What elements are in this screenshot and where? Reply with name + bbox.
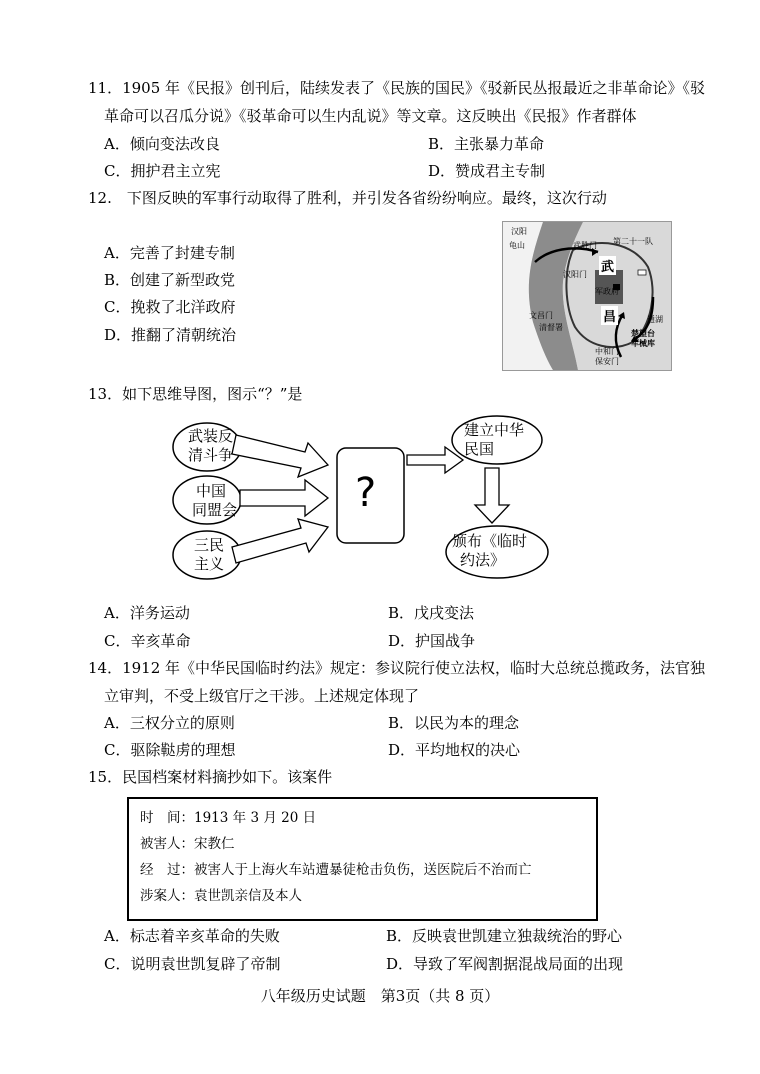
- q11-option-c: C．拥护君主立宪: [104, 162, 221, 180]
- node-three-principles-line2: 主义: [194, 555, 225, 573]
- wuchang-uprising-map: [502, 221, 672, 371]
- q12-option-d: D．推翻了清朝统治: [104, 326, 237, 344]
- record-time: 时 间：1913 年 3 月 20 日: [140, 810, 317, 826]
- record-victim: 被害人：宋教仁: [140, 836, 235, 852]
- node-roc-line2: 民国: [464, 440, 495, 458]
- map-label-wushengmen: 武胜门: [573, 241, 597, 250]
- map-label-hanyang: 汉阳: [511, 227, 527, 236]
- q11-stem-line2: 革命可以召瓜分说》《驳革命可以生内乱说》等文章。这反映出《民报》作者群体: [104, 107, 637, 125]
- q12-option-c: C．挽救了北洋政府: [104, 298, 236, 316]
- q14-option-c: C．驱除鞑虏的理想: [104, 741, 236, 759]
- q15-option-a: A．标志着辛亥革命的失败: [104, 927, 280, 945]
- map-label-baoanmen: 保安门: [595, 357, 619, 366]
- map-label-junxieku: 军械库: [631, 339, 655, 348]
- archive-record-box: [127, 797, 598, 921]
- q12-stem: 12. 下图反映的军事行动取得了胜利，并引发各省纷纷响应。最终，这次行动: [88, 189, 607, 207]
- q12-option-b: B．创建了新型政党: [104, 271, 236, 289]
- q14-option-b: B．以民为本的理念: [388, 714, 520, 732]
- node-three-principles-line1: 三民: [194, 536, 225, 554]
- q14-option-d: D．平均地权的决心: [388, 741, 521, 759]
- map-label-hanyangmen: 汉阳门: [563, 270, 587, 279]
- node-tongmenghui-line2: 同盟会: [192, 501, 238, 519]
- node-provisional-constitution-line2: 约法》: [460, 551, 506, 569]
- q12-option-a: A．完善了封建专制: [104, 244, 235, 262]
- record-suspects: 涉案人：袁世凯亲信及本人: [140, 888, 302, 904]
- q11-stem-line1: 11．1905 年《民报》创刊后，陆续发表了《民族的国民》《驳新民丛报最近之非革命论》《驳: [88, 79, 706, 97]
- map-label-regiment: 第二十一队: [613, 237, 653, 246]
- node-armed-struggle-line2: 清斗争: [188, 446, 234, 464]
- node-roc-line1: 建立中华: [464, 421, 525, 439]
- q14-stem-line2: 立审判，不受上级官厅之干涉。上述规定体现了: [104, 687, 420, 705]
- map-label-qinghutang: 清督署: [539, 323, 563, 332]
- q13-option-b: B．戊戌变法: [388, 604, 475, 622]
- map-label-guishan: 龟山: [509, 241, 525, 250]
- center-question-mark: ?: [355, 470, 377, 516]
- mind-map: [170, 410, 550, 585]
- q15-option-d: D．导致了军阀割据混战局面的出现: [386, 955, 624, 973]
- node-tongmenghui-line1: 中国: [196, 482, 227, 500]
- node-provisional-constitution-line1: 颁布《临时: [452, 532, 528, 550]
- q11-option-d: D．赞成君主专制: [428, 162, 546, 180]
- q15-option-b: B．反映袁世凯建立独裁统治的野心: [386, 927, 623, 945]
- q13-option-c: C．辛亥革命: [104, 632, 191, 650]
- q15-stem: 15．民国档案材料摘抄如下。该案件: [88, 768, 333, 786]
- node-armed-struggle-line1: 武装反: [188, 427, 234, 445]
- map-label-zhonghemen: 中和门: [595, 347, 619, 356]
- map-label-wenchangmen: 文昌门: [529, 311, 553, 320]
- map-label-tonghu: 通湖: [647, 315, 663, 324]
- map-label-chuwangtai: 楚望台: [631, 329, 655, 338]
- q11-option-a: A．倾向变法改良: [104, 135, 220, 153]
- q14-stem-line1: 14．1912 年《中华民国临时约法》规定：参议院行使立法权，临时大总统总揽政务，法官独: [88, 659, 706, 677]
- q13-stem: 13．如下思维导图，图示“？”是: [88, 385, 303, 403]
- map-label-junzhengfu: 军政府: [595, 287, 619, 296]
- q14-option-a: A．三权分立的原则: [104, 714, 235, 732]
- q13-option-a: A．洋务运动: [104, 604, 190, 622]
- q11-option-b: B．主张暴力革命: [428, 135, 545, 153]
- map-label-chang: 昌: [601, 306, 618, 325]
- q15-option-c: C．说明袁世凯复辟了帝制: [104, 955, 281, 973]
- map-label-wu: 武: [599, 256, 616, 275]
- record-process: 经 过：被害人于上海火车站遭暴徒枪击负伤，送医院后不治而亡: [140, 862, 532, 878]
- q13-option-d: D．护国战争: [388, 632, 476, 650]
- page-footer: 八年级历史试题 第3页（共 8 页）: [260, 987, 500, 1005]
